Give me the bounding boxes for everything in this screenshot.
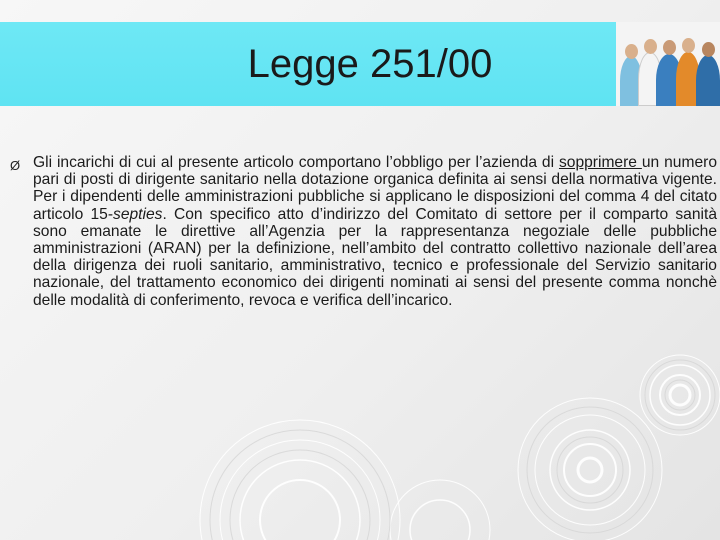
paragraph-lead: Gli incarichi di cui al presente articolo comportano l’obbligo per l’azienda di — [33, 154, 559, 171]
slide-title: Legge 251/00 — [247, 41, 493, 86]
paragraph-tail: . Con specifico atto d’indirizzo del Comitato di settore per il comparto sanità sono emanate le direttive all’Agenzia per la rappresentanza negoziale delle pubbliche amministrazioni (ARAN) per la definizione, nell’ambito del contratto collettivo nazionale dell’area della dirigenza dei ruoli sanitario, amministrativo, tecnico e professionale del Servizio sanitario nazionale, del trattamento economico dei dirigenti nominati ai sensi del presente comma nonchè delle modalità di conferimento, revoca e verifica dell’incarico. — [33, 205, 717, 309]
paragraph-italic: septies — [113, 205, 163, 223]
title-band — [0, 22, 720, 106]
paragraph-middle: un numero pari di posti di dirigente sanitario nella dotazione organica definita ai sensi della normativa vigente. Per i dipendenti delle amministrazioni pubbliche si applicano le disposizioni del comma 4 del citato articolo 15- — [33, 154, 717, 223]
paragraph-underlined: sopprimere — [558, 154, 642, 171]
body-paragraph — [33, 154, 717, 309]
slide-title-container — [0, 22, 720, 106]
bullet-arrow-icon: Ø — [10, 158, 21, 173]
medical-staff-photo — [616, 22, 720, 106]
